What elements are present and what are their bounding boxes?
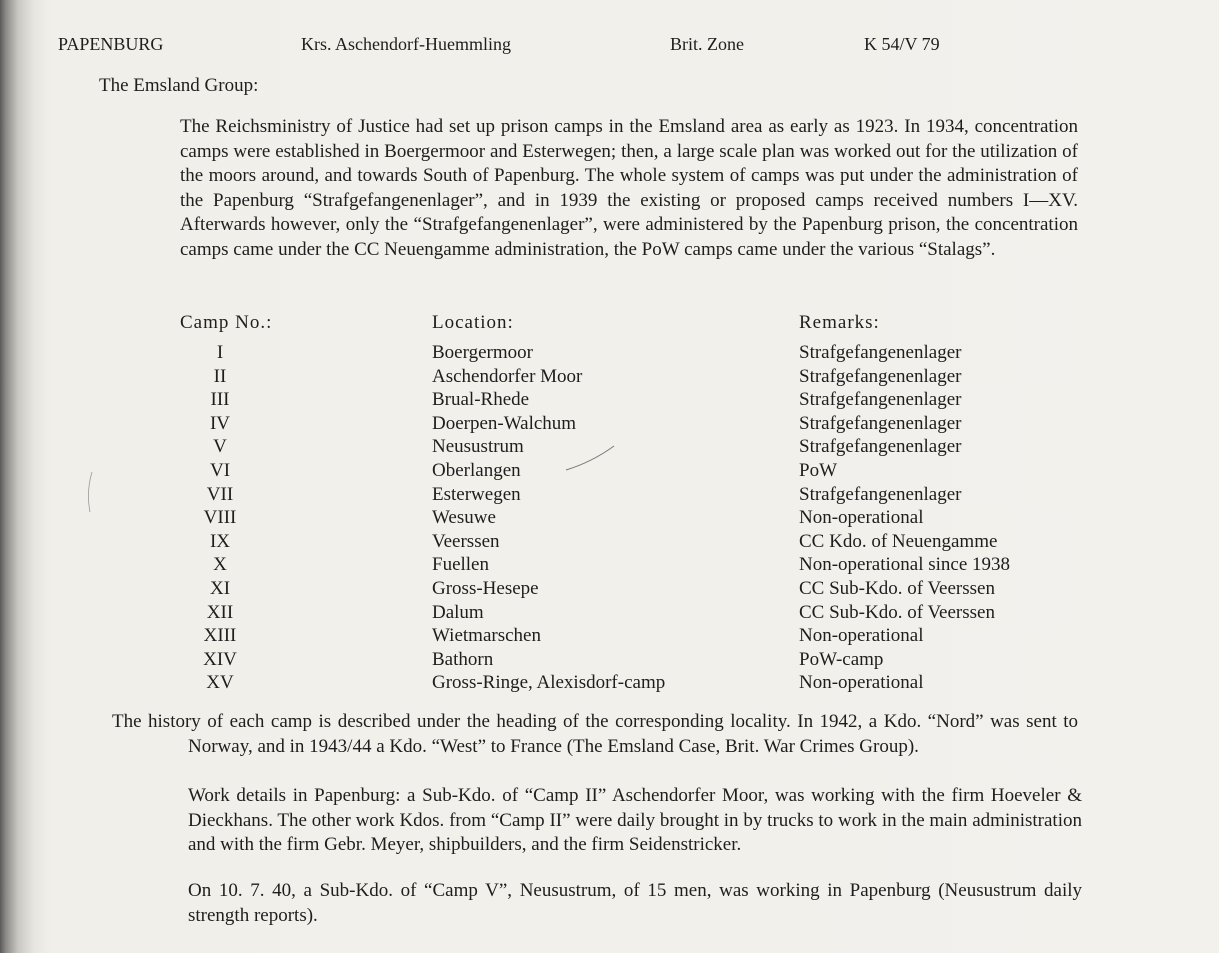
- history-text: The history of each camp is described under the heading of the corresponding locality. In 1942, a Kdo. “Nord” was sent to Norway, and in 1943/44 a Kdo. “West” to France (The Emsland Case, Brit. War Crimes Group).: [112, 711, 1078, 757]
- camp-location: Bathorn: [432, 648, 494, 670]
- camp-remarks: PoW-camp: [799, 648, 884, 670]
- header-remarks: Remarks:: [799, 312, 880, 333]
- camp-number: X: [213, 554, 227, 576]
- intro-text: The Reichsministry of Justice had set up prison camps in the Emsland area as early as 1923. In 1934, concentration camps were established in Boergermoor and Esterwegen; then, a large scale plan was worked out for the utilization of the moors around, and towards South of Papenburg. The whole system of camps was put under the administration of the Papenburg “Strafgefangenenlager”, and in 1939 the existing or proposed camps received numbers I—XV. Afterwards however, only the “Strafgefangenenlager”, were administered by the Papenburg prison, the concentration camps came under the CC Neuengamme administration, the PoW camps came under the various “Stalags”.: [180, 116, 1078, 260]
- table-row: [180, 649, 1060, 673]
- table-row: [180, 342, 1060, 366]
- table-row: [180, 531, 1060, 555]
- camp-location: Brual-Rhede: [432, 389, 530, 411]
- camp-location: Fuellen: [432, 554, 489, 576]
- camp-location: Doerpen-Walchum: [432, 412, 577, 434]
- table-row: [180, 672, 1060, 696]
- table-row: [180, 389, 1060, 413]
- camp-number: VI: [209, 459, 231, 481]
- table-row: [180, 554, 1060, 578]
- header-zone: Brit. Zone: [670, 34, 744, 54]
- camp-location: Neusustrum: [432, 436, 524, 458]
- camp-number: IX: [209, 530, 231, 552]
- table-header: [180, 312, 1060, 342]
- camp-number: III: [210, 389, 230, 411]
- neusustrum-paragraph: [188, 879, 1082, 928]
- table-row: [180, 484, 1060, 508]
- camp-number: IV: [209, 412, 231, 434]
- camp-remarks: Strafgefangenenlager: [799, 365, 962, 387]
- camp-location: Veerssen: [432, 530, 500, 552]
- camp-location: Oberlangen: [432, 459, 521, 481]
- table-row: [180, 602, 1060, 626]
- header-district: Krs. Aschendorf-Huemmling: [301, 34, 511, 54]
- camp-number: XI: [209, 577, 231, 599]
- camp-number: XII: [206, 601, 234, 623]
- camp-number: II: [213, 365, 227, 387]
- camp-remarks: Strafgefangenenlager: [799, 342, 962, 363]
- camp-location: Wesuwe: [432, 507, 496, 529]
- page-header: [58, 34, 1208, 60]
- header-reference: K 54/V 79: [864, 34, 940, 54]
- section-title: The Emsland Group:: [99, 75, 259, 96]
- work-details-text: Work details in Papenburg: a Sub-Kdo. of “Camp II” Aschendorfer Moor, was working with the firm Hoeveler & Dieckhans. The other work Kdos. from “Camp II” were daily brought in by trucks to work in the main administration and with the firm Gebr. Meyer, shipbuilders, and the firm Seidenstricker.: [188, 785, 1082, 856]
- camp-location: Boergermoor: [432, 342, 533, 363]
- camp-number: XV: [206, 672, 234, 694]
- table-row: [180, 625, 1060, 649]
- camp-number: VII: [206, 483, 234, 505]
- table-row: [180, 460, 1060, 484]
- camp-remarks: PoW: [799, 459, 837, 481]
- table-row: [180, 507, 1060, 531]
- camp-number: VIII: [203, 507, 237, 529]
- camp-remarks: Non-operational: [799, 625, 924, 647]
- header-place: PAPENBURG: [58, 34, 164, 54]
- camp-number: V: [213, 436, 227, 458]
- camp-remarks: Strafgefangenenlager: [799, 436, 962, 458]
- work-details-paragraph: [188, 784, 1082, 858]
- camp-remarks: CC Sub-Kdo. of Veerssen: [799, 601, 995, 623]
- camp-number: I: [216, 342, 224, 363]
- camp-remarks: Strafgefangenenlager: [799, 389, 962, 411]
- camp-number: XIV: [203, 648, 237, 670]
- camp-remarks: Strafgefangenenlager: [799, 412, 962, 434]
- header-location: Location:: [432, 312, 514, 333]
- table-row: [180, 578, 1060, 602]
- table-row: [180, 413, 1060, 437]
- history-paragraph: [112, 710, 1078, 759]
- camp-remarks: Strafgefangenenlager: [799, 483, 962, 505]
- camp-remarks: Non-operational: [799, 672, 924, 694]
- camp-remarks: CC Kdo. of Neuengamme: [799, 530, 998, 552]
- camps-table: [180, 312, 1060, 696]
- camp-location: Gross-Ringe, Alexisdorf-camp: [432, 672, 666, 694]
- table-row: [180, 436, 1060, 460]
- table-row: [180, 366, 1060, 390]
- camp-number: XIII: [203, 625, 237, 647]
- camp-location: Gross-Hesepe: [432, 577, 539, 599]
- camp-remarks: Non-operational since 1938: [799, 554, 1011, 576]
- intro-paragraph: [180, 115, 1078, 263]
- camp-location: Esterwegen: [432, 483, 521, 505]
- camp-remarks: Non-operational: [799, 507, 924, 529]
- camp-location: Wietmarschen: [432, 625, 541, 647]
- camp-location: Aschendorfer Moor: [432, 365, 583, 387]
- camp-location: Dalum: [432, 601, 484, 623]
- table-body: [180, 342, 1060, 696]
- camp-remarks: CC Sub-Kdo. of Veerssen: [799, 577, 995, 599]
- header-camp-no: Camp No.:: [180, 312, 273, 333]
- neusustrum-text: On 10. 7. 40, a Sub-Kdo. of “Camp V”, Neusustrum, of 15 men, was working in Papenburg (Neusustrum daily strength reports).: [188, 880, 1082, 926]
